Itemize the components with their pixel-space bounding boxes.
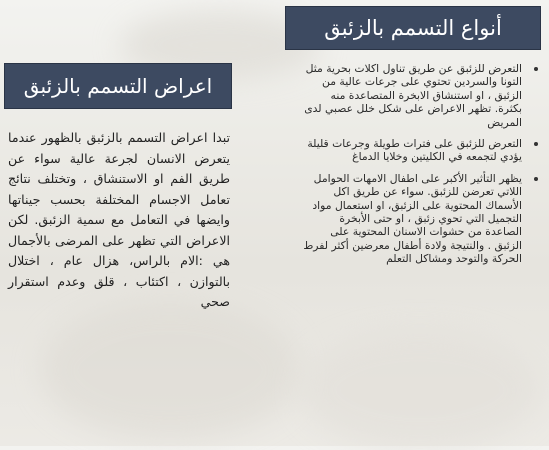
bullet-item [302, 172, 544, 266]
background-shape [300, 330, 540, 450]
bullet-item [302, 62, 544, 129]
bullet-dot-icon [534, 177, 538, 181]
types-bullet-list [302, 62, 544, 274]
background-shape [40, 300, 300, 440]
bullet-text: التعرض للزئبق على فترات طويلة وجرعات قليلة يؤدي لتجمعه في الكليتين وخلايا الدماغ [307, 137, 522, 164]
left-title: اعراض التسمم بالزئبق [4, 63, 232, 109]
bullet-text: يظهر التأثير الأكبر على اطفال الامهات الحوامل اللاتي تعرضن للزئبق. سواء عن طريق اكل الأسماك المحتوية على الزئبق، او استعمال مواد التجميل التي تحوي زئبق ، او حتى الأبخرة الصاعدة من حشوات الاسنان المحتوية على الزئبق . والنتيجة ولادة أطفال معرضين أكثر لفرط الحركة والتوحد ومشاكل التعلم [303, 171, 522, 266]
bullet-item [302, 137, 544, 164]
bullet-dot-icon [534, 67, 538, 71]
bullet-dot-icon [534, 142, 538, 146]
bullet-text: التعرض للزئبق عن طريق تناول اكلات بحرية مثل التونا والسردين تحتوي على جرعات عالية من الزئبق ، او استنشاق الابخرة المتصاعدة منه بكثرة. تظهر الاعراض على شكل خلل عصبي لدى المريض [304, 62, 522, 129]
symptoms-paragraph: تبدا اعراض التسمم بالزئبق بالظهور عندما يتعرض الانسان لجرعة عالية سواء عن طريق الفم او الاستنشاق ، وتختلف نتائج تعامل الاجسام المختلفة بحسب جيناتها وايضها في التعامل مع سمية الزئبق. لكن الاعراض التي تظهر على المرضى بالأجمال هي :الام بالراس، هزال عام ، اختلال بالتوازن ، اكتئاب ، قلق وعدم استقرار صحي [8, 130, 230, 309]
right-title: أنواع التسمم بالزئبق [285, 6, 541, 50]
